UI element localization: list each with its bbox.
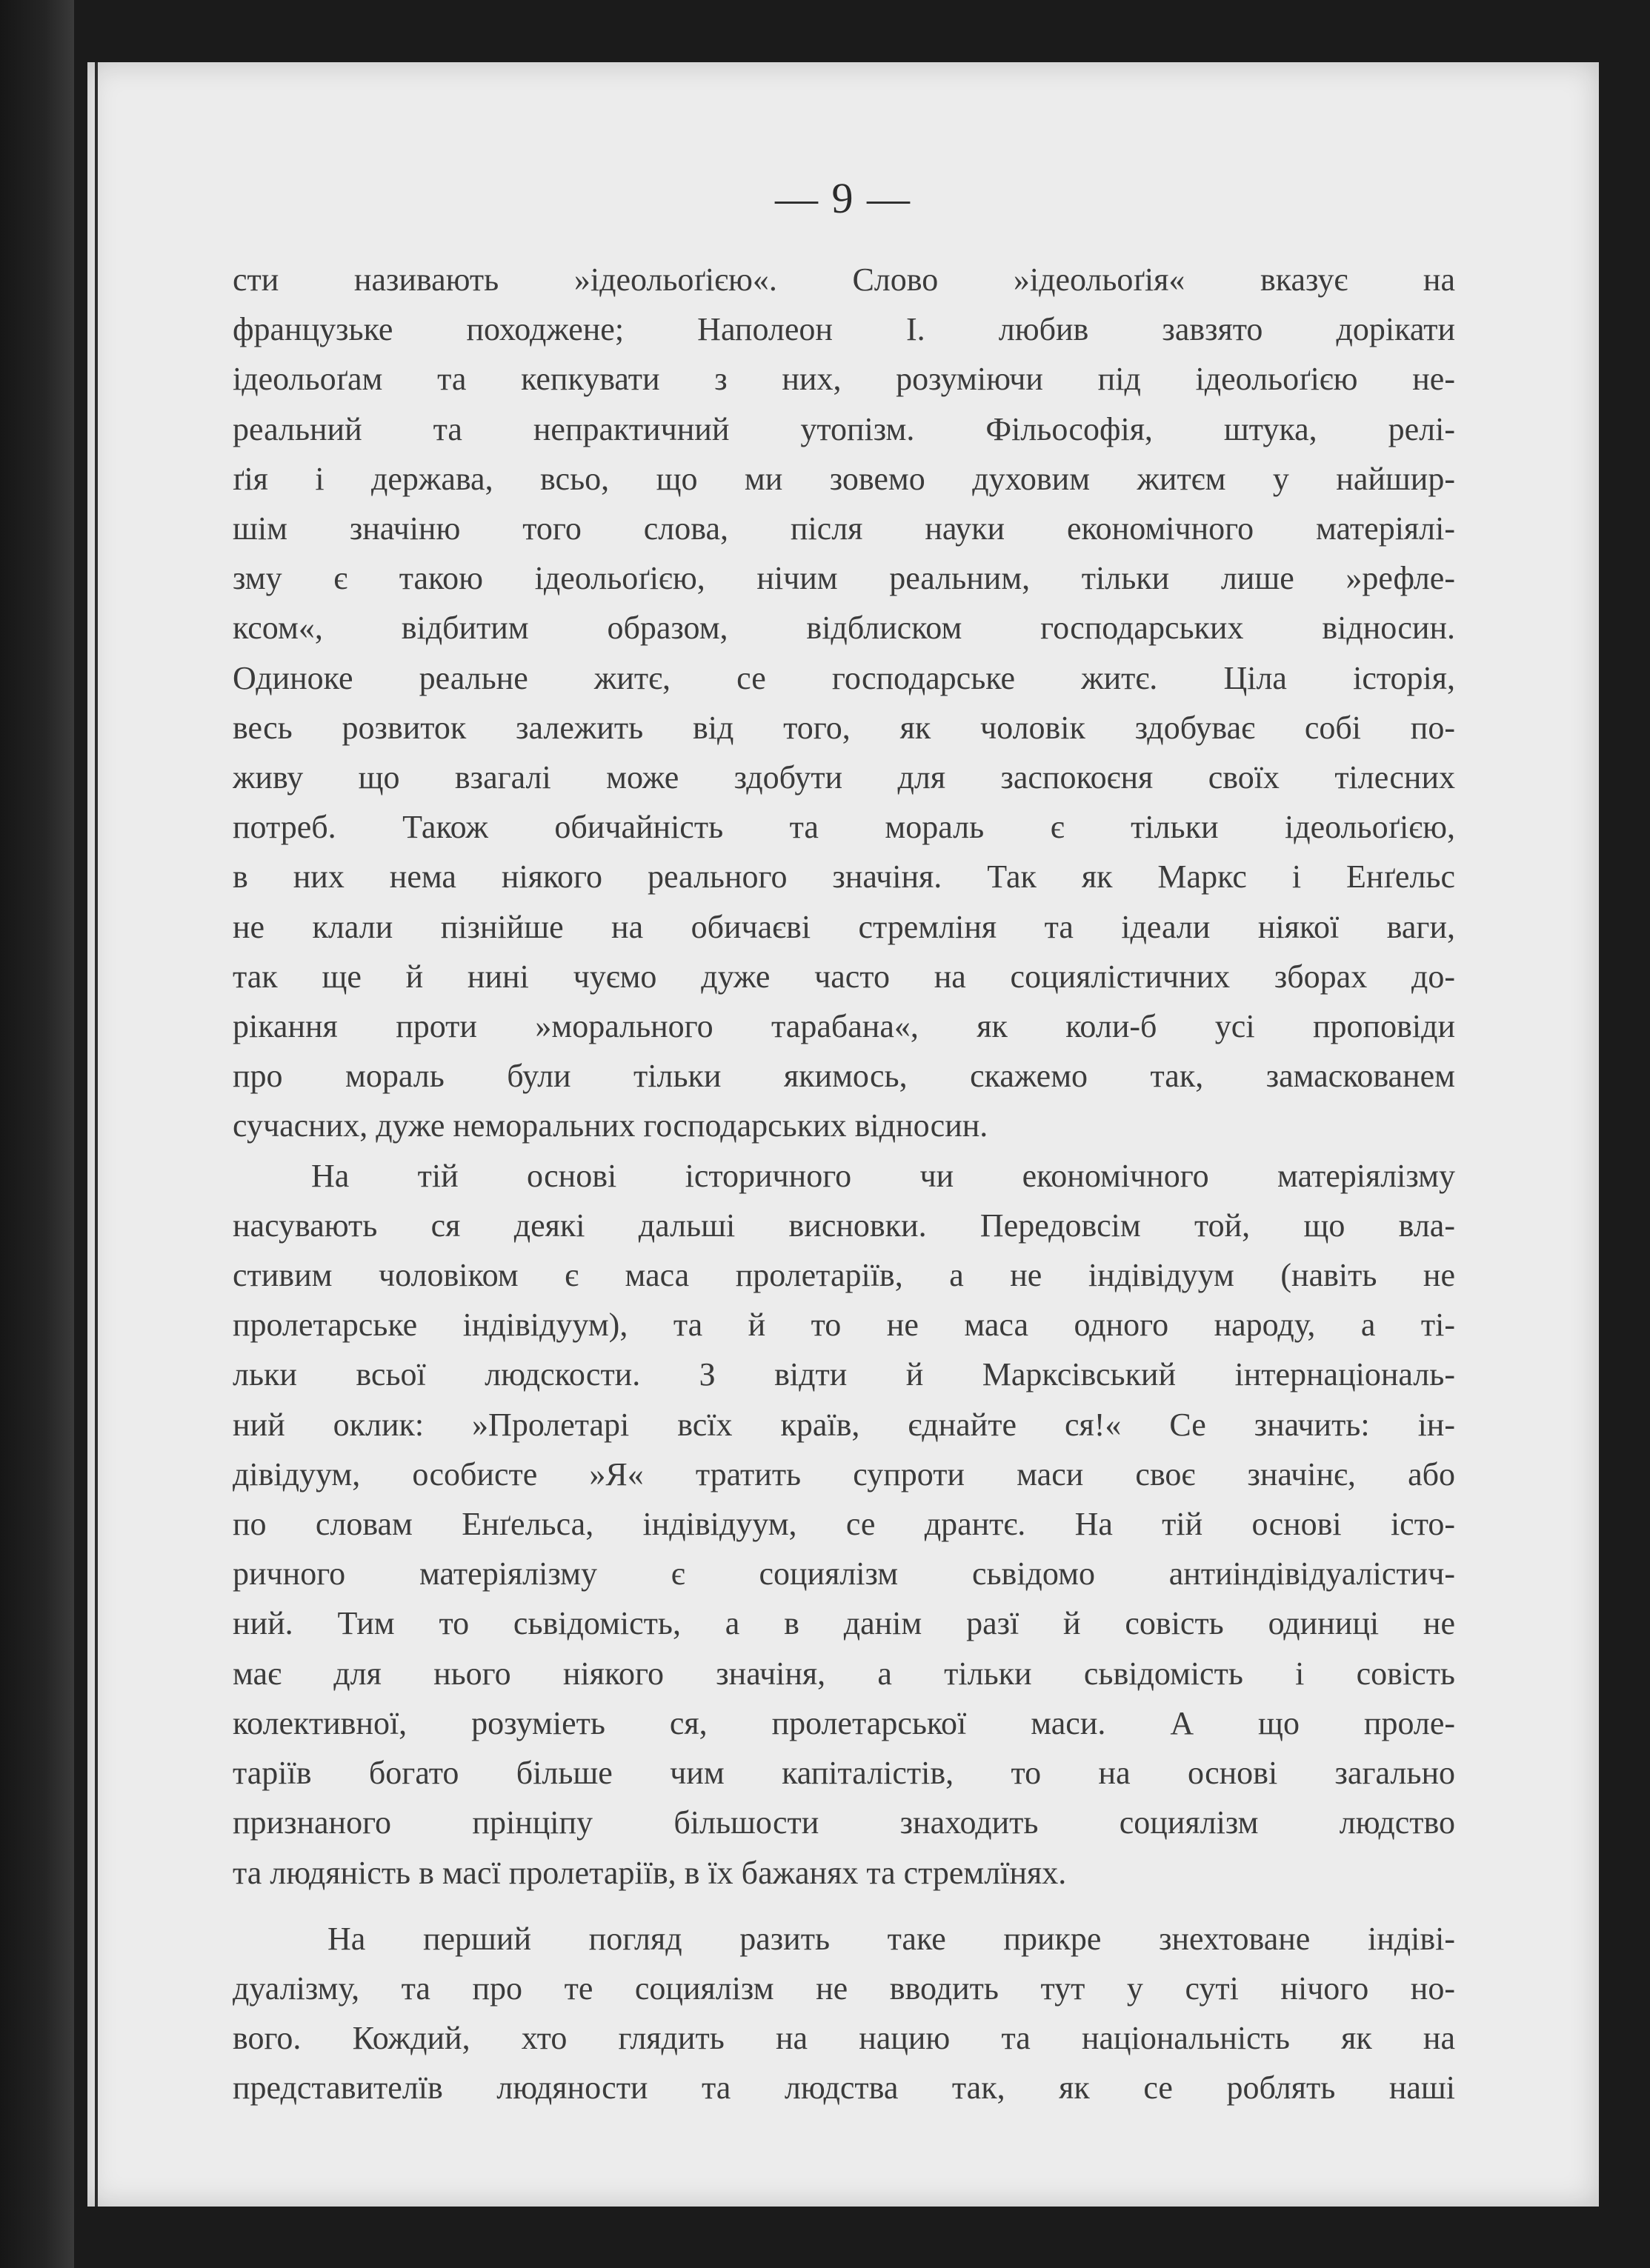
page-gutter-line — [95, 62, 98, 2207]
text-line: та людяність в масї пролетаріїв, в їх бажанях та стремлїнях. — [233, 1854, 1067, 1891]
text-line: в них нема ніякого реального значіня. Так як Маркс і Енґельс — [233, 858, 1455, 895]
text-line: по словам Енґельса, індівідуум, се дрантє. На тій основі істо- — [233, 1506, 1455, 1543]
text-line: ідеольоґам та кепкувати з них, розуміючи під ідеольоґією не- — [233, 361, 1455, 398]
text-line: не клали пізнійше на обичаєві стремліня та ідеали ніякої ваги, — [233, 908, 1455, 945]
text-line: рікання проти »морального тарабана«, як коли-б усі проповіди — [233, 1008, 1455, 1045]
paragraph-spacer — [233, 1898, 1455, 1914]
text-line: ксом«, відбитим образом, відблиском господарських відносин. — [233, 610, 1455, 647]
page-number: — 9 — — [775, 174, 911, 222]
text-line: дівідуум, особисте »Я« тратить супроти маси своє значінє, або — [233, 1455, 1455, 1492]
text-line: пролетарське індівідуум), та й то не маса одного народу, а ті- — [233, 1307, 1455, 1344]
paragraph-3 — [233, 1914, 1455, 2113]
text-line: признаного прінціпу більшости знаходить социялізм людство — [233, 1804, 1455, 1841]
text-line: стивим чоловіком є маса пролетаріїв, а не індівідуум (навіть не — [233, 1257, 1455, 1294]
text-line: ний оклик: »Пролетарі всїх країв, єднайте ся!« Се значить: ін- — [233, 1406, 1455, 1443]
text-line: реальний та непрактичний утопізм. Фільософія, штука, релі- — [233, 410, 1455, 447]
text-line: ричного матеріялізму є социялізм сьвідомо антиіндівідуалістич- — [233, 1555, 1455, 1592]
paragraph-1 — [233, 255, 1455, 1151]
text-line: весь розвиток залежить від того, як чоловік здобуває собі по- — [233, 709, 1455, 746]
text-line: таріїв богато більше чим капіталістів, то на основі загально — [233, 1755, 1455, 1792]
text-line: має для нього ніякого значіня, а тільки сьвідомість і совість — [233, 1655, 1455, 1692]
text-line: шім значіню того слова, після науки економічного матеріялі- — [233, 510, 1455, 547]
text-line: Одиноке реальне житє, се господарське житє. Ціла історія, — [233, 659, 1455, 696]
text-line: так ще й нині чуємо дуже часто на социялістичних зборах до- — [233, 958, 1455, 995]
text-line: сти називають »ідеольоґією«. Слово »ідеольоґія« вказує на — [233, 261, 1455, 298]
text-line: вого. Кождий, хто глядить на нацию та національність як на — [233, 2020, 1455, 2057]
text-line: про мораль були тільки якимось, скажемо так, замаскованем — [233, 1058, 1455, 1095]
text-line: колективної, розуміеть ся, пролетарської маси. А що проле- — [233, 1704, 1455, 1741]
text-line: французьке походжене; Наполеон І. любив завзято дорікати — [233, 311, 1455, 348]
text-line: дуалізму, та про те социялізм не вводить тут у суті нічого но- — [233, 1970, 1455, 2007]
paragraph-2 — [233, 1151, 1455, 1898]
text-line: ний. Тим то сьвідомість, а в данім разї й совість одиниці не — [233, 1605, 1455, 1642]
text-line: льки всьої людскости. З відти й Марксівський інтернаціональ- — [233, 1356, 1455, 1393]
text-line: живу що взагалі може здобути для заспокоєня своїх тілесних — [233, 759, 1455, 796]
text-line: На тій основі історичного чи економічного матеріялізму — [311, 1157, 1455, 1194]
text-line: ґія і держава, всьо, що ми зовемо духовим житєм у найшир- — [233, 460, 1455, 497]
text-line: зму є такою ідеольоґією, нічим реальним, тільки лише »рефле- — [233, 560, 1455, 597]
book-binding-edge — [0, 0, 74, 2268]
text-line: сучасних, дуже неморальних господарських відносин. — [233, 1107, 988, 1144]
text-line: насувають ся деякі дальші висновки. Передовсім той, що вла- — [233, 1207, 1455, 1244]
body-text — [233, 255, 1455, 2113]
text-line: На перший погляд разить таке прикре знехтоване індіві- — [327, 1920, 1455, 1957]
text-line: потреб. Також обичайність та мораль є тільки ідеольоґією, — [233, 809, 1455, 846]
text-line: представителїв людяности та людства так, як се роблять наші — [233, 2069, 1455, 2107]
book-page — [87, 62, 1599, 2207]
